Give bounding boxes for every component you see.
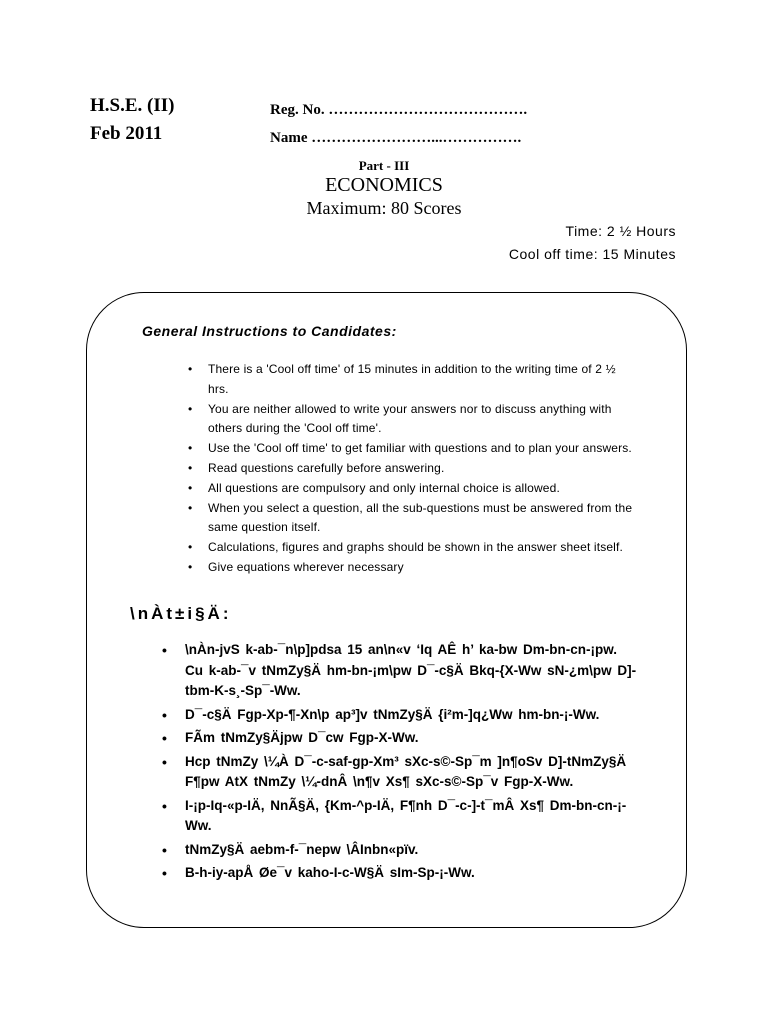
- reg-no-field: Reg. No. ………………………………….: [270, 102, 528, 118]
- malayalam-instructions-list: [160, 640, 640, 887]
- name-field: Name ……………………...…………….: [270, 130, 522, 146]
- subject-title: ECONOMICS: [325, 174, 443, 196]
- instruction-item: • Give equations wherever necessary: [188, 558, 638, 578]
- malayalam-instructions-title: \nÀt±i§Ä:: [130, 604, 232, 623]
- time-info: [509, 220, 676, 266]
- malayalam-instruction-item: • B-h-iy-apÅ Øe¯v kaho-I-c-W§Ä sIm-Sp-¡-Ww.: [160, 863, 640, 884]
- instruction-item: • Calculations, figures and graphs should be shown in the answer sheet itself.: [188, 538, 638, 558]
- cool-off-time: Cool off time: 15 Minutes: [508, 246, 676, 262]
- part-label: Part - III: [358, 158, 410, 173]
- exam-header: [90, 92, 174, 148]
- exam-time: Time: 2 ½ Hours: [565, 223, 676, 239]
- malayalam-instruction-item: • D¯-c§Ä Fgp-Xp-¶-Xn\p ap³]v tNmZy§Ä {i²m-]q¿Ww hm-bn-¡-Ww.: [160, 705, 640, 726]
- malayalam-instruction-item: • tNmZy§Ä aebm-f-¯nepw \ÂInbn«pïv.: [160, 840, 640, 861]
- max-scores: Maximum: 80 Scores: [306, 198, 462, 218]
- instruction-item: • When you select a question, all the sub-questions must be answered from the same question itself.: [188, 499, 638, 539]
- instruction-item: • You are neither allowed to write your answers nor to discuss anything with others during the 'Cool off time'.: [188, 400, 638, 440]
- malayalam-instruction-item: • FÃm tNmZy§Äjpw D¯cw Fgp-X-Ww.: [160, 728, 640, 749]
- instruction-item: • Read questions carefully before answering.: [188, 459, 638, 479]
- instruction-item: • There is a 'Cool off time' of 15 minutes in addition to the writing time of 2 ½ hrs.: [188, 360, 638, 400]
- exam-date: Feb 2011: [90, 123, 163, 144]
- instructions-title: General Instructions to Candidates:: [142, 323, 397, 339]
- malayalam-instruction-item: • \nÀn-jvS k-ab-¯n\p]pdsa 15 an\n«v ‘Iq AÊ h’ ka-bw Dm-bn-cn-¡pw. Cu k-ab-¯v tNmZy§Ä hm-bn-¡m\pw D¯-c§Ä Bkq-{X-Ww sN-¿m\pw D]-tbm-K-s¸-Sp¯-Ww.: [160, 640, 640, 702]
- malayalam-instruction-item: • I-¡p-Iq-«p-IÄ, NnÃ§Ä, {Km-^p-IÄ, F¶nh D¯-c-]-t¯mÂ Xs¶ Dm-bn-cn-¡-Ww.: [160, 796, 640, 837]
- candidate-fields: [270, 96, 527, 152]
- instructions-list: [188, 360, 638, 578]
- malayalam-instruction-item: • Hcp tNmZy \¼À D¯-c-saf-gp-Xm³ sXc-s©-Sp¯m ]n¶oSv D]-tNmZy§Ä F¶pw AtX tNmZy \¼-dnÂ \n¶v Xs¶ sXc-s©-Sp¯v Fgp-X-Ww.: [160, 752, 640, 793]
- instruction-item: • All questions are compulsory and only internal choice is allowed.: [188, 479, 638, 499]
- instruction-item: • Use the 'Cool off time' to get familiar with questions and to plan your answers.: [188, 439, 638, 459]
- exam-name: H.S.E. (II): [90, 95, 175, 116]
